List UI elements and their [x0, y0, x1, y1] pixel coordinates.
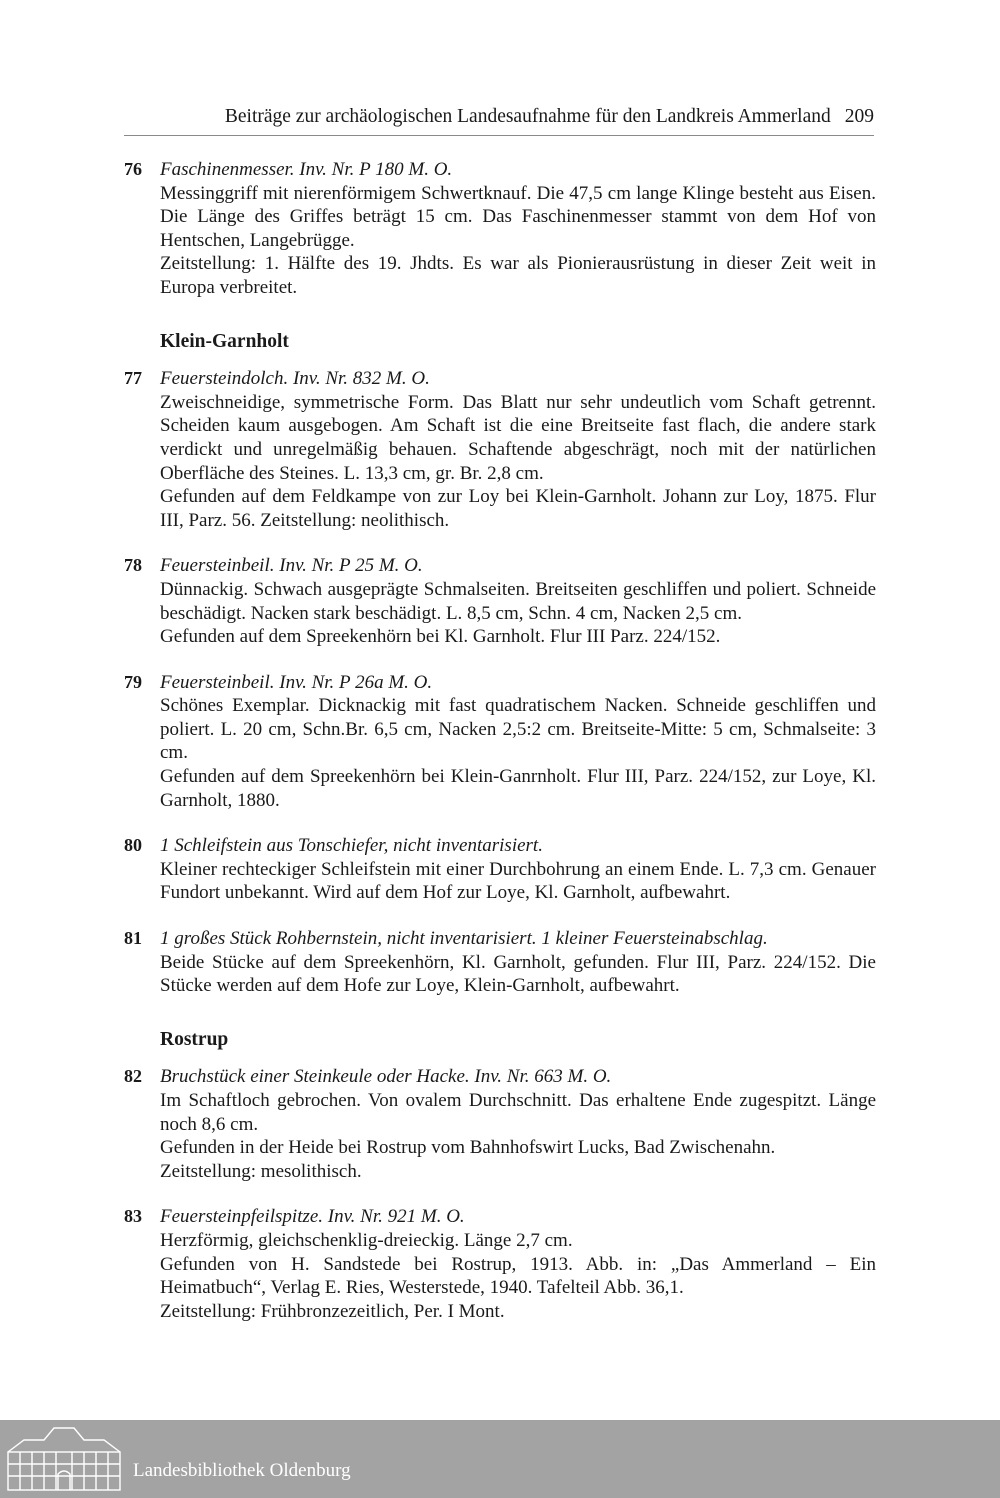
entry-heading: 1 Schleifstein aus Tonschiefer, nicht inventarisiert.: [160, 835, 543, 857]
catalog-entry: [124, 927, 876, 998]
entry-body: [160, 391, 876, 533]
entry-heading: Feuersteinbeil. Inv. Nr. P 26a M. O.: [160, 671, 433, 693]
catalog-entry: [124, 158, 876, 300]
entry-line: Schönes Exemplar. Dicknackig mit fast quadratischem Nacken. Schneide geschliffen und poliert. L. 20 cm, Schn.Br. 6,5 cm, Nacken 2,5:2 cm. Breitseite-Mitte: 5 cm, Schmalseite: 3 cm.: [160, 695, 876, 764]
catalog-entry: [124, 554, 876, 648]
entry-line: Beide Stücke auf dem Spreekenhörn, Kl. Garnholt, gefunden. Flur III, Parz. 224/152. Die Stücke werden auf dem Hofe zur Loye, Klein-Garnholt, aufbewahrt.: [160, 951, 876, 997]
entry-line: Gefunden von H. Sandstede bei Rostrup, 1913. Abb. in: „Das Ammerland – Ein Heimatbuch“, Verlag E. Ries, Westerstede, 1940. Tafelteil Abb. 36,1.: [160, 1253, 876, 1299]
entry-heading: Faschinenmesser. Inv. Nr. P 180 M. O.: [160, 159, 453, 180]
entry-number: 82: [124, 1066, 142, 1087]
catalog-entry: [124, 367, 876, 532]
entry-line: Gefunden auf dem Feldkampe von zur Loy bei Klein-Garnholt. Johann zur Loy, 1875. Flur III, Parz. 56. Zeitstellung: neolithisch.: [160, 486, 876, 531]
entry-body: [160, 694, 876, 812]
entry-line: Gefunden in der Heide bei Rostrup vom Bahnhofswirt Lucks, Bad Zwischenahn.: [160, 1137, 776, 1159]
entry-line: Gefunden auf dem Spreekenhörn bei Klein-Ganrnholt. Flur III, Parz. 224/152, zur Loye, Kl. Garnholt, 1880.: [160, 766, 876, 811]
entries-group-b: [124, 367, 876, 998]
entry-number: 83: [124, 1206, 142, 1227]
entry-number: 78: [124, 555, 142, 576]
entry-body: [160, 182, 876, 300]
entry-number: 81: [124, 928, 142, 949]
entry-line: Gefunden auf dem Spreekenhörn bei Kl. Garnholt. Flur III Parz. 224/152.: [160, 626, 721, 648]
running-head: [124, 106, 874, 136]
entry-line: Kleiner rechteckiger Schleifstein mit einer Durchbohrung an einem Ende. L. 7,3 cm. Genauer Fundort unbekannt. Wird auf dem Hof zur Loye, Kl. Garnholt, aufbewahrt.: [160, 858, 876, 904]
entry-line: Im Schaftloch gebrochen. Von ovalem Durchschnitt. Das erhaltene Ende zugespitzt. Länge noch 8,6 cm.: [160, 1090, 876, 1135]
entry-heading: Bruchstück einer Steinkeule oder Hacke. Inv. Nr. 663 M. O.: [160, 1066, 612, 1088]
entries-group-a: [124, 158, 876, 300]
entry-body: [160, 1089, 876, 1183]
entry-line: Zeitstellung: Frühbronzezeitlich, Per. I Mont.: [160, 1300, 505, 1322]
entry-line: Messinggriff mit nierenförmigem Schwertknauf. Die 47,5 cm lange Klinge besteht aus Eisen. Die Länge des Griffes beträgt 15 cm. Das Faschinenmesser stammt von dem Hof von Hentschen, Langebrügge.: [160, 182, 876, 251]
entry-body: [160, 1229, 876, 1323]
entry-heading: Feuersteinpfeilspitze. Inv. Nr. 921 M. O.: [160, 1206, 465, 1228]
entry-body: [160, 858, 876, 905]
entry-number: 76: [124, 159, 142, 179]
entry-line: Herzförmig, gleichschenklig-dreieckig. Länge 2,7 cm.: [160, 1229, 573, 1251]
section-title-klein-garnholt: Klein-Garnholt: [160, 330, 289, 352]
catalog-entry: [124, 1065, 876, 1183]
entry-body: [160, 951, 876, 998]
running-head-title: Beiträge zur archäologischen Landesaufnahme für den Landkreis Ammerland: [224, 106, 831, 127]
entry-line: Zeitstellung: 1. Hälfte des 19. Jhdts. Es war als Pionierausrüstung in dieser Zeit weit in Europa verbreitet.: [160, 253, 876, 298]
entries-group-c: [124, 1065, 876, 1323]
entry-heading: Feuersteinbeil. Inv. Nr. P 25 M. O.: [160, 555, 423, 577]
entry-number: 77: [124, 368, 142, 389]
entry-line: Dünnackig. Schwach ausgeprägte Schmalseiten. Breitseiten geschliffen und poliert. Schneide beschädigt. Nacken stark beschädigt. L. 8,5 cm, Schn. 4 cm, Nacken 2,5 cm.: [160, 578, 876, 624]
footer-bar: [0, 1420, 1000, 1498]
catalog-entry: [124, 671, 876, 813]
entry-heading: Feuersteindolch. Inv. Nr. 832 M. O.: [160, 368, 430, 390]
entry-number: 80: [124, 835, 142, 856]
catalog-entry: [124, 834, 876, 905]
entry-line: Zeitstellung: mesolithisch.: [160, 1160, 362, 1182]
catalog-entry: [124, 1205, 876, 1323]
entry-number: 79: [124, 671, 142, 692]
page-number: 209: [844, 106, 874, 127]
footer-label: Landesbibliothek Oldenburg: [133, 1460, 351, 1481]
section-title-rostrup: Rostrup: [160, 1028, 229, 1050]
entry-line: Zweischneidige, symmetrische Form. Das Blatt nur sehr undeutlich vom Schaft getrennt. Scheiden kaum ausgebogen. Am Schaft ist die eine Breitseite fast flach, die andere stark verdickt und unregelmäßig behauen. Schaftende abgeschrägt, noch mit der natürlichen Oberfläche des Steines. L. 13,3 cm, gr. Br. 2,8 cm.: [160, 391, 876, 484]
entry-body: [160, 578, 876, 649]
entry-heading: 1 großes Stück Rohbernstein, nicht inventarisiert. 1 kleiner Feuersteinabschlag.: [160, 928, 768, 950]
library-building-icon: [4, 1424, 124, 1494]
page-content: [124, 158, 876, 1323]
